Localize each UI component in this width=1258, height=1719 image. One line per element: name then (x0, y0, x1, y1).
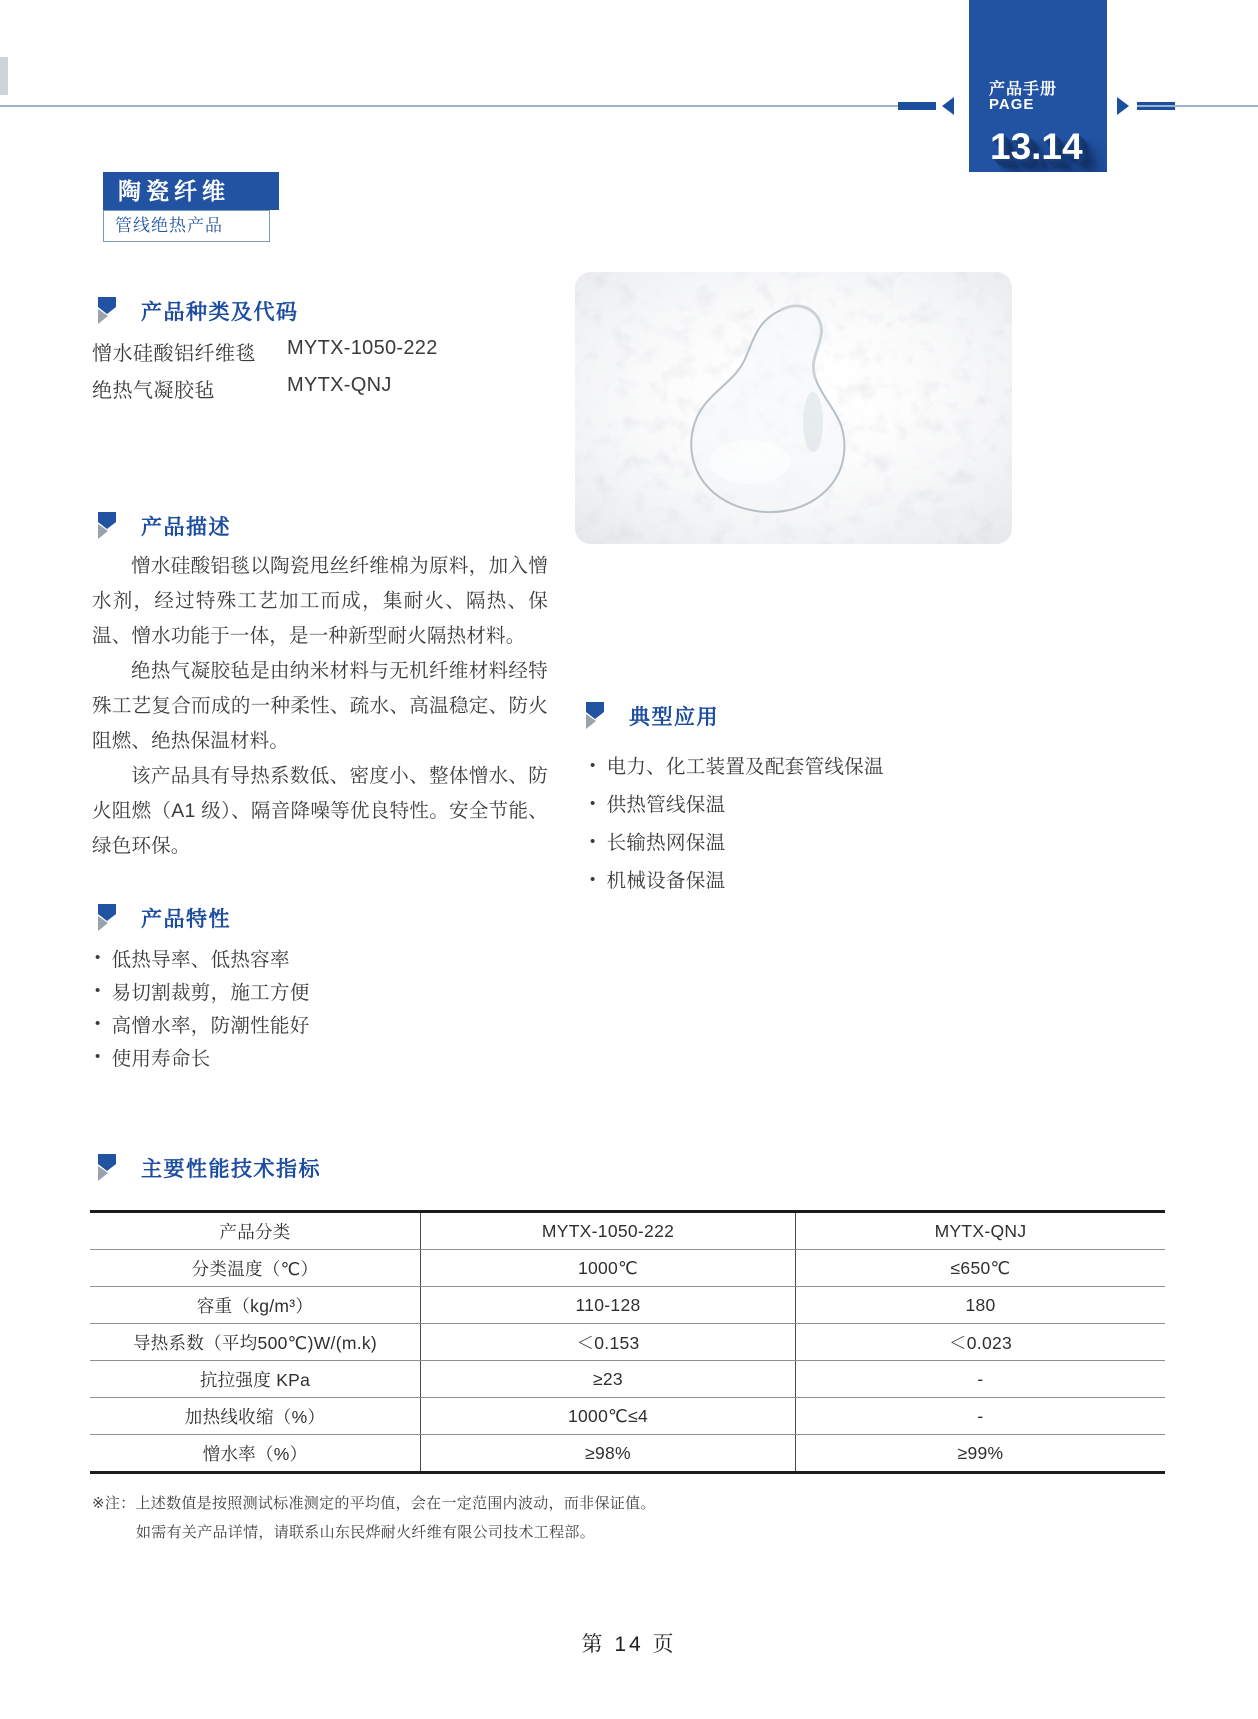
product-photo (575, 272, 1012, 544)
section-heading-specs (95, 1153, 321, 1183)
spec-row (90, 1249, 1165, 1286)
spec-row (90, 1397, 1165, 1434)
spec-header-cell: MYTX-1050-222 (420, 1213, 795, 1249)
product-type-row (92, 337, 552, 363)
list-item-text: 长输热网保温 (606, 832, 726, 854)
section-marker-icon (583, 702, 604, 730)
header-line-left (0, 105, 936, 107)
spec-row (90, 1360, 1165, 1397)
arrow-right-icon (1117, 97, 1129, 115)
spec-label-cell: 导热系数（平均500℃)W/(m.k) (132, 1332, 378, 1353)
list-item-text: 易切割裁剪，施工方便 (111, 981, 310, 1004)
spec-value-cell: ≥23 (420, 1361, 795, 1397)
description-paragraph: 该产品具有导热系数低、密度小、整体憎水、防火阻燃（A1 级）、隔音降噪等优良特性。安全节能、绿色环保。 (92, 765, 548, 857)
page-edge-tab (0, 57, 8, 95)
bullet-dot: • (95, 1048, 101, 1065)
arrow-left-icon (942, 97, 954, 115)
bullet-dot: • (590, 756, 596, 774)
spec-value-cell: 110-128 (420, 1287, 795, 1323)
product-type-code: MYTX-QNJ (287, 374, 392, 396)
page-footer: 第 14 页 (581, 1633, 677, 1656)
spec-label-cell: 抗拉强度 KPa (199, 1369, 311, 1390)
spec-value-cell: 180 (795, 1287, 1165, 1323)
list-item-text: 高憎水率，防潮性能好 (111, 1014, 310, 1037)
section-heading-applications (583, 701, 719, 731)
bullet-dot: • (95, 949, 101, 966)
spec-label-cell: 加热线收缩（%） (184, 1406, 326, 1427)
table-note-contact: 如需有关产品详情，请联系山东民烨耐火纤维有限公司技术工程部。 (136, 1524, 596, 1541)
section-title: 产品种类及代码 (141, 301, 299, 324)
section-heading-description (95, 511, 231, 541)
list-item (590, 822, 884, 860)
section-marker-icon (95, 512, 116, 540)
section-title: 产品描述 (141, 516, 231, 539)
list-item-text: 电力、化工装置及配套管线保温 (606, 756, 884, 778)
product-type-name: 绝热气凝胶毡 (92, 380, 215, 402)
spec-value-cell: ≥99% (795, 1435, 1165, 1471)
spec-value-cell: ＜0.023 (795, 1324, 1165, 1360)
spec-value-cell: - (795, 1398, 1165, 1434)
page-title: 陶瓷纤维 (103, 172, 279, 210)
list-item-text: 使用寿命长 (111, 1047, 211, 1070)
description-text (92, 549, 548, 864)
bullet-dot: • (95, 1015, 101, 1032)
spec-value-cell: ≥98% (420, 1435, 795, 1471)
fiber-texture-image (575, 272, 1012, 544)
header-bar-left (898, 102, 936, 110)
spec-value-cell: 1000℃≤4 (420, 1398, 795, 1434)
description-paragraph: 绝热气凝胶毡是由纳米材料与无机纤维材料经特殊工艺复合而成的一种柔性、疏水、高温稳定、防火阻燃、绝热保温材料。 (92, 660, 548, 752)
spec-row (90, 1286, 1165, 1323)
product-type-code: MYTX-1050-222 (287, 337, 438, 359)
list-item (95, 974, 310, 1007)
spec-value-cell: ＜0.153 (420, 1324, 795, 1360)
list-item (95, 1007, 310, 1040)
product-type-row (92, 374, 552, 400)
header-line-right (1137, 105, 1258, 107)
spec-label-cell: 容重（kg/m³） (196, 1295, 314, 1316)
booklet-title: 产品手册 (989, 81, 1058, 98)
spec-label-cell: 分类温度（℃） (191, 1258, 319, 1279)
list-item-text: 低热导率、低热容率 (111, 948, 290, 971)
spec-value-cell: - (795, 1361, 1165, 1397)
page-number-box (969, 0, 1107, 172)
spec-header-cell: 产品分类 (219, 1221, 291, 1242)
spec-value-cell: ≤650℃ (795, 1250, 1165, 1286)
page-number: 13.14 (990, 126, 1083, 167)
spec-row (90, 1323, 1165, 1360)
spec-header-cell: MYTX-QNJ (795, 1213, 1165, 1249)
page-subtitle: 管线绝热产品 (103, 210, 270, 242)
list-item-text: 机械设备保温 (606, 870, 726, 892)
spec-header-row (90, 1213, 1165, 1249)
bullet-dot: • (590, 832, 596, 850)
list-item (590, 746, 884, 784)
list-item (95, 941, 310, 974)
description-paragraph: 憎水硅酸铝毯以陶瓷甩丝纤维棉为原料，加入憎水剂，经过特殊工艺加工而成，集耐火、隔热、保温、憎水功能于一体，是一种新型耐火隔热材料。 (92, 555, 548, 647)
table-note: ※注：上述数值是按照测试标准测定的平均值，会在一定范围内波动，而非保证值。 (92, 1495, 656, 1512)
features-list (95, 941, 310, 1073)
spec-row (90, 1434, 1165, 1471)
page-word: PAGE (989, 96, 1035, 113)
list-item-text: 供热管线保温 (606, 794, 726, 816)
spec-label-cell: 憎水率（%） (202, 1443, 308, 1464)
section-marker-icon (95, 904, 116, 932)
spec-table (90, 1210, 1165, 1474)
spec-value-cell: 1000℃ (420, 1250, 795, 1286)
applications-list (590, 746, 884, 898)
section-heading-product-types (95, 296, 299, 326)
section-title: 主要性能技术指标 (141, 1158, 321, 1181)
section-marker-icon (95, 1154, 116, 1182)
bullet-dot: • (590, 870, 596, 888)
list-item (590, 784, 884, 822)
section-title: 典型应用 (629, 706, 719, 729)
list-item (95, 1040, 310, 1073)
product-type-name: 憎水硅酸铝纤维毯 (92, 343, 256, 365)
list-item (590, 860, 884, 898)
bullet-dot: • (590, 794, 596, 812)
section-heading-features (95, 903, 231, 933)
bullet-dot: • (95, 982, 101, 999)
section-title: 产品特性 (141, 908, 231, 931)
section-marker-icon (95, 297, 116, 325)
